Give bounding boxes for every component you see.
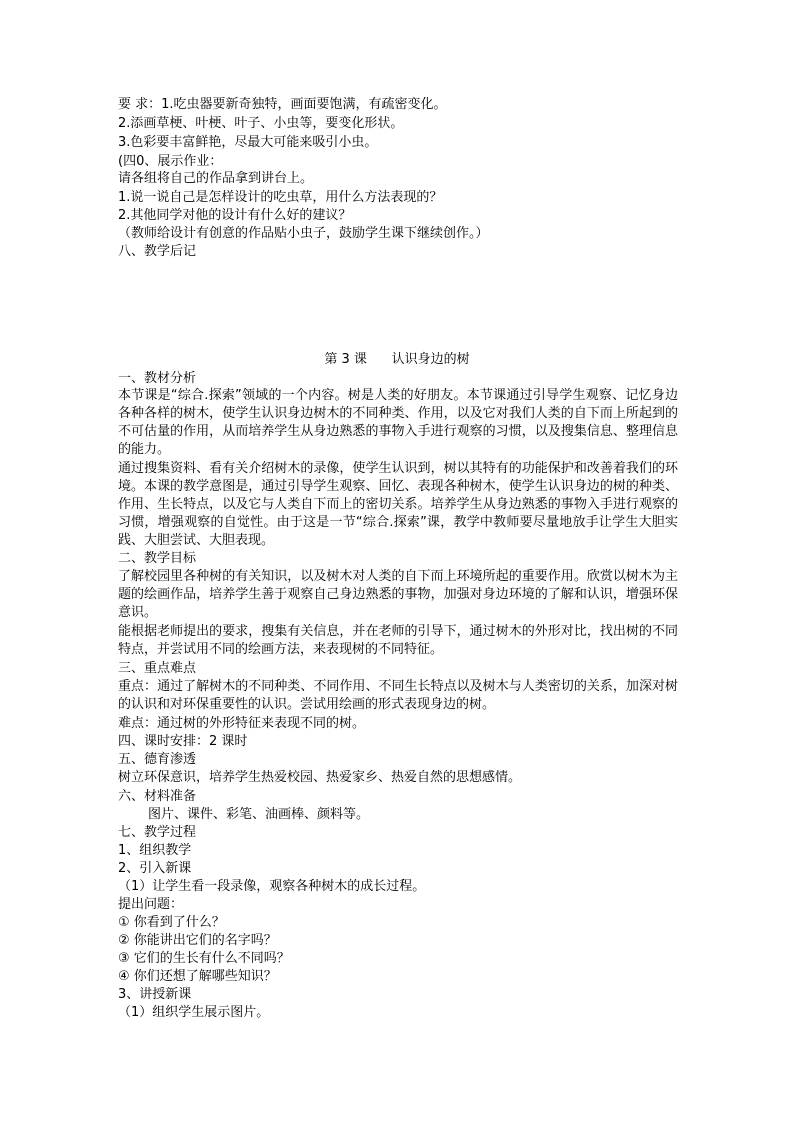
section-5-heading: 五、德育渗透 — [118, 752, 197, 767]
section-4-heading: 四、课时安排：2 课时 — [118, 734, 248, 749]
section-5-text: 树立环保意识，培养学生热爱校园、热爱家乡、热爱自然的思想感情。 — [118, 770, 522, 785]
step-3-show-pictures: （1）组织学生展示图片。 — [118, 1005, 270, 1020]
section-8-heading: 八、教学后记 — [118, 244, 197, 259]
question-c: ③ 它们的生长有什么不同吗？ — [118, 951, 290, 966]
step-1-organize: 1、组织教学 — [118, 843, 192, 858]
requirement-1: 要 求：1.吃虫器要新奇独特，画面要饱满，有疏密变化。 — [118, 97, 447, 112]
question-a: ① 你看到了什么？ — [118, 915, 225, 930]
requirement-3: 3.色彩要丰富鲜艳，尽最大可能来吸引小虫。 — [118, 135, 378, 150]
section-3-difficulties: 难点：通过树的外形特征来表现不同的树。 — [118, 716, 366, 731]
section-6-text: 图片、课件、彩笔、油画棒、颜料等。 — [148, 807, 370, 822]
section-2-paragraph-1: 了解校园里各种树的有关知识，以及树木对人类的自下而上环境所起的重要作用。欣赏以树木为主题的绘画作品，培养学生善于观察自己身边熟悉的事物，加强对身边环境的了解和认识，增强环保意识。 — [118, 569, 678, 620]
section-2-heading: 二、教学目标 — [118, 551, 197, 566]
step-2-introduce: 2、引入新课 — [118, 861, 192, 876]
step-3-teach: 3、讲授新课 — [118, 987, 192, 1002]
section-1-heading: 一、教材分析 — [118, 371, 197, 386]
step-4-heading: (四0、展示作业： — [118, 154, 223, 169]
question-d: ④ 你们还想了解哪些知识？ — [118, 969, 277, 984]
section-1-paragraph-1: 本节课是“综合.探索”领域的一个内容。树是人类的好朋友。本节课通过引导学生观察、记忆身边各种各样的树木，使学生认识身边树木的不同种类、作用，以及它对我们人类的自下而上所起到的不可估量的作用，从而培养学生从身边熟悉的事物入手进行观察的习惯，以及搜集信息、整理信息的能力。 — [118, 388, 678, 457]
question-2: 2.其他同学对他的设计有什么好的建议？ — [118, 208, 352, 223]
question-1: 1.说一说自己是怎样设计的吃虫草，用什么方法表现的？ — [118, 190, 443, 205]
section-7-heading: 七、教学过程 — [118, 825, 197, 840]
step-2-video: （1）让学生看一段录像，观察各种树木的成长过程。 — [118, 879, 426, 894]
ask-questions: 提出问题： — [118, 897, 184, 912]
lesson-title: 第 3 课 认识身边的树 — [324, 352, 470, 367]
section-6-heading: 六、材料准备 — [118, 789, 197, 804]
requirement-2: 2.添画草梗、叶梗、叶子、小虫等，要变化形状。 — [118, 116, 404, 131]
section-2-paragraph-2: 能根据老师提出的要求，搜集有关信息，并在老师的引导下，通过树木的外形对比，找出树的不同特点，并尝试用不同的绘画方法，来表现树的不同特征。 — [118, 624, 678, 657]
section-3-key-points: 重点：通过了解树木的不同种类、不同作用、不同生长特点以及树木与人类密切的关系，加深对树的认识和对环保重要性的认识。尝试用绘画的形式表现身边的树。 — [118, 679, 678, 712]
section-3-heading: 三、重点难点 — [118, 661, 197, 676]
step-4-invite: 请各组将自己的作品拿到讲台上。 — [118, 171, 314, 186]
teacher-note: （教师给设计有创意的作品贴小虫子，鼓励学生课下继续创作。） — [118, 226, 489, 241]
question-b: ② 你能讲出它们的名字吗？ — [118, 933, 277, 948]
section-1-paragraph-2: 通过搜集资料、看有关介绍树木的录像，使学生认识到，树以其特有的功能保护和改善着我们的环境。本课的教学意图是，通过引导学生观察、回忆、表现各种树木，使学生认识身边的树的种类、作用、生长特点，以及它与人类自下而上的密切关系。培养学生从身边熟悉的事物入手进行观察的习惯，增强观察的自觉性。由于这是一节“综合.探索”课，教学中教师要尽量地放手让学生大胆实践、大胆尝试、大胆表现。 — [118, 461, 678, 548]
